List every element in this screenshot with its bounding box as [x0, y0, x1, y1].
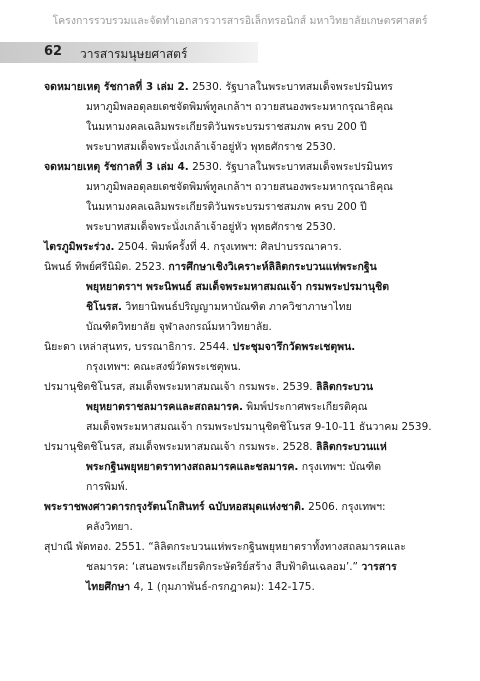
- reference-entry: [44, 237, 444, 257]
- reference-line: [44, 197, 444, 217]
- reference-title-text: พยุหยาตราชลมารคและสถลมารค.: [86, 401, 243, 413]
- reference-text: นิยะดา เหล่าสุนทร, บรรณาธิการ. 2544.: [44, 341, 233, 353]
- reference-title-text: พยุหยาตราฯ พระนิพนธ์ สมเด็จพระมหาสมณเจ้า กรมพระปรมานุชิต: [86, 281, 390, 293]
- reference-line: [44, 517, 444, 537]
- reference-line: [44, 77, 444, 97]
- reference-title-text: จดหมายเหตุ รัชกาลที่ 3 เล่ม 2.: [44, 81, 189, 93]
- reference-line: [44, 157, 444, 177]
- reference-entry: [44, 377, 444, 437]
- reference-line: [44, 257, 444, 277]
- reference-text: มหาภูมิพลอดุลยเดชจัดพิมพ์ทูลเกล้าฯ ถวายสนองพระมหากรุณาธิคุณ: [86, 181, 393, 193]
- reference-entry: [44, 437, 444, 497]
- reference-text: 2530. รัฐบาลในพระบาทสมเด็จพระปรมินทร: [188, 81, 393, 93]
- reference-list: [44, 77, 444, 597]
- page-number: 62: [44, 44, 63, 59]
- reference-line: [44, 417, 444, 437]
- reference-entry: [44, 537, 444, 597]
- reference-text: มหาภูมิพลอดุลยเดชจัดพิมพ์ทูลเกล้าฯ ถวายสนองพระมหากรุณาธิคุณ: [86, 101, 393, 113]
- reference-text: 4, 1 (กุมภาพันธ์-กรกฎาคม): 142-175.: [130, 581, 315, 593]
- reference-title-text: ไทยศึกษา: [86, 581, 131, 593]
- reference-line: [44, 497, 444, 517]
- reference-line: [44, 97, 444, 117]
- running-header: โครงการรวบรวมและจัดทำเอกสารวารสารอิเล็กทรอนิกส์ มหาวิทยาลัยเกษตรศาสตร์: [52, 15, 428, 27]
- reference-line: [44, 377, 444, 397]
- reference-line: [44, 437, 444, 457]
- reference-line: [44, 237, 444, 257]
- reference-text: 2504. พิมพ์ครั้งที่ 4. กรุงเทพฯ: ศิลปาบรรณาคาร.: [114, 241, 342, 253]
- reference-entry: [44, 77, 444, 157]
- reference-title-text: พระราชพงศาวดารกรุงรัตนโกสินทร์ ฉบับหอสมุดแห่งชาติ.: [44, 501, 305, 513]
- reference-title-text: จดหมายเหตุ รัชกาลที่ 3 เล่ม 4.: [44, 161, 189, 173]
- reference-text: 2506. กรุงเทพฯ:: [304, 501, 386, 513]
- reference-text: บัณฑิตวิทยาลัย จุฬาลงกรณ์มหาวิทยาลัย.: [86, 321, 272, 333]
- reference-title-text: ชิโนรส.: [86, 301, 122, 313]
- reference-entry: [44, 337, 444, 377]
- reference-line: [44, 557, 444, 577]
- reference-line: [44, 117, 444, 137]
- reference-text: ปรมานุชิตชิโนรส, สมเด็จพระมหาสมณเจ้า กรมพระ. 2528.: [44, 441, 316, 453]
- section-name: วารสารมนุษยศาสตร์: [80, 47, 188, 61]
- reference-line: [44, 397, 444, 417]
- reference-title-text: วารสาร: [361, 561, 397, 573]
- reference-line: [44, 297, 444, 317]
- reference-text: สมเด็จพระมหาสมณเจ้า กรมพระปรมานุชิตชิโนรส 9-10-11 ธันวาคม 2539.: [86, 421, 432, 433]
- reference-text: ในมหามงคลเฉลิมพระเกียรติวันพระบรมราชสมภพ ครบ 200 ปี: [86, 201, 367, 213]
- reference-line: [44, 477, 444, 497]
- reference-text: วิทยานิพนธ์ปริญญามหาบัณฑิต ภาควิชาภาษาไทย: [121, 301, 352, 313]
- reference-title-text: พระกฐินพยุหยาตราทางสถลมารคและชลมารค.: [86, 461, 299, 473]
- reference-text: พระบาทสมเด็จพระนั่งเกล้าเจ้าอยู่หัว พุทธศักราช 2530.: [86, 221, 336, 233]
- reference-line: [44, 357, 444, 377]
- reference-line: [44, 177, 444, 197]
- reference-line: [44, 577, 444, 597]
- reference-entry: [44, 257, 444, 337]
- reference-line: [44, 537, 444, 557]
- reference-text: นิพนธ์ ทิพย์ศรีนิมิต. 2523.: [44, 261, 169, 273]
- reference-title-text: ไตรภูมิพระร่วง.: [44, 241, 115, 253]
- reference-title-text: ลิลิตกระบวนแห่: [315, 441, 387, 453]
- reference-text: สุปาณี พัดทอง. 2551. “ลิลิตกระบวนแห่พระกฐินพยุหยาตราทั้งทางสถลมารคและ: [44, 541, 406, 553]
- reference-line: [44, 277, 444, 297]
- reference-text: กรุงเทพฯ: บัณฑิต: [298, 461, 382, 473]
- reference-text: 2530. รัฐบาลในพระบาทสมเด็จพระปรมินทร: [188, 161, 393, 173]
- reference-entry: [44, 157, 444, 237]
- reference-line: [44, 337, 444, 357]
- reference-line: [44, 457, 444, 477]
- reference-text: ชลมารค: ‘เสนอพระเกียรติกระษัตริย์สร้าง สืบฟ้าดินเฉลอม’.”: [86, 561, 362, 573]
- reference-line: [44, 217, 444, 237]
- reference-line: [44, 137, 444, 157]
- reference-title-text: ประชุมจารึกวัดพระเชตุพน.: [232, 341, 356, 353]
- reference-title-text: การศึกษาเชิงวิเคราะห์ลิลิตกระบวนแห่พระกฐิน: [168, 261, 377, 273]
- reference-text: ปรมานุชิตชิโนรส, สมเด็จพระมหาสมณเจ้า กรมพระ. 2539.: [44, 381, 316, 393]
- reference-text: กรุงเทพฯ: คณะสงฆ์วัดพระเชตุพน.: [86, 361, 241, 373]
- reference-title-text: ลิลิตกระบวน: [315, 381, 374, 393]
- reference-line: [44, 317, 444, 337]
- reference-text: พิมพ์ประกาศพระเกียรติคุณ: [242, 401, 368, 413]
- reference-text: พระบาทสมเด็จพระนั่งเกล้าเจ้าอยู่หัว พุทธศักราช 2530.: [86, 141, 336, 153]
- reference-entry: [44, 497, 444, 537]
- reference-text: การพิมพ์.: [86, 481, 128, 493]
- reference-text: คลังวิทยา.: [86, 521, 133, 533]
- reference-text: ในมหามงคลเฉลิมพระเกียรติวันพระบรมราชสมภพ ครบ 200 ปี: [86, 121, 367, 133]
